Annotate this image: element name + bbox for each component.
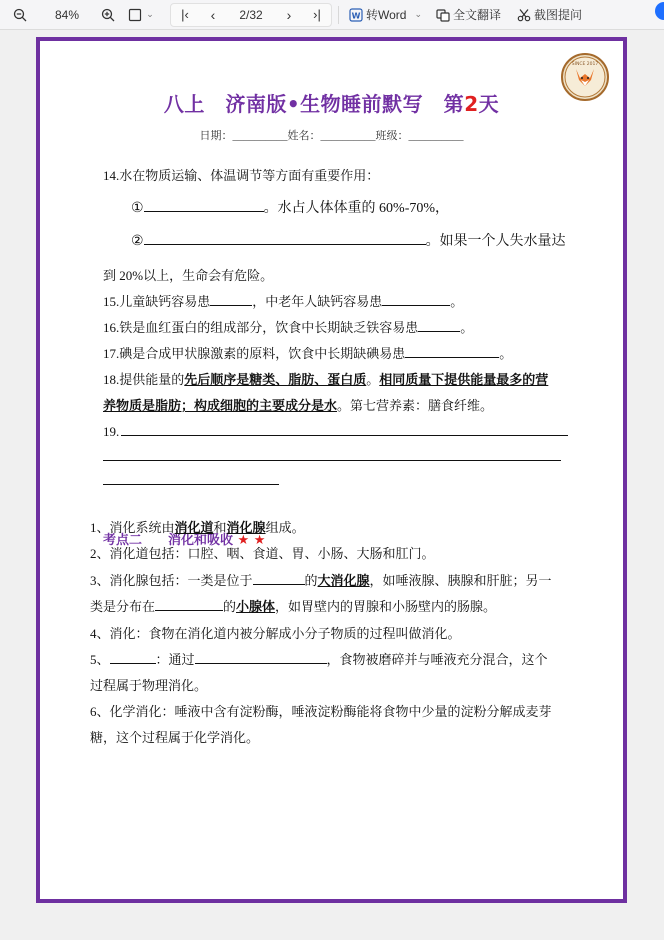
q18-line2: 养物质是脂肪；构成细胞的主要成分是水。第七营养素：膳食纤维。 <box>103 398 494 413</box>
prev-page-button[interactable]: ‹ <box>210 6 216 23</box>
section2-item5-line1: 5、 ：通过 ，食物被磨碎并与唾液充分混合，这个 <box>90 652 548 667</box>
zoom-level[interactable]: 84% <box>54 7 80 22</box>
first-page-button[interactable]: |‹ <box>181 7 189 22</box>
to-word-label: 转Word <box>366 8 407 22</box>
q16-line: 16.铁是血红蛋白的组成部分，饮食中长期缺乏铁容易患 。 <box>103 320 474 335</box>
info-line: 日期：__________姓名：__________班级：__________ <box>199 130 464 142</box>
page-indicator[interactable]: 2/32 <box>239 7 263 22</box>
section2-item6-line2: 糖，这个过程属于化学消化。 <box>90 730 260 745</box>
q17-line: 17.碘是合成甲状腺激素的原料，饮食中长期缺碘易患 。 <box>103 346 513 361</box>
viewer-toolbar <box>0 0 664 30</box>
section2-item6-line1: 6、化学消化：唾液中含有淀粉酶，唾液淀粉酶能将食物中少量的淀粉分解成麦芽 <box>90 704 552 719</box>
section2-item3-line2: 类是分布在 的小腺体，如胃壁内的胃腺和小肠壁内的肠腺。 <box>90 599 497 614</box>
blank <box>110 650 156 664</box>
fit-page-icon <box>128 8 142 22</box>
zoom-in-icon <box>101 8 115 22</box>
divider <box>338 6 339 24</box>
svg-text:SINCE 2017: SINCE 2017 <box>571 62 599 67</box>
translate-button[interactable] <box>436 4 501 26</box>
q14-line1: 14.水在物质运输、体温调节等方面有重要作用： <box>103 168 380 183</box>
q15-line: 15.儿童缺钙容易患 ，中老年人缺钙容易患 。 <box>103 294 464 309</box>
page-title: 八上 济南版•生物睡前默写 第2天 <box>163 92 500 116</box>
answer-line <box>103 460 561 461</box>
fit-page-button[interactable] <box>126 4 156 26</box>
q18-line1: 18.提供能量的先后顺序是糖类、脂肪、蛋白质。相同质量下提供能量最多的营 <box>103 372 549 387</box>
section-heading: 考点二 消化和吸收 ★ ★ <box>103 533 266 548</box>
screenshot-ask-label: 截图提问 <box>534 8 583 22</box>
screenshot-ask-button[interactable] <box>517 4 582 26</box>
section2-item1: 1、消化系统由消化道和消化腺组成。 <box>90 520 305 535</box>
next-page-button[interactable]: › <box>286 6 292 23</box>
blank <box>382 292 450 306</box>
last-page-button[interactable]: ›| <box>313 7 321 22</box>
blank <box>195 650 327 664</box>
document-page <box>36 37 627 903</box>
blank <box>405 344 499 358</box>
blank <box>253 571 305 585</box>
svg-text:W: W <box>351 11 361 20</box>
zoom-out-button[interactable] <box>10 4 30 26</box>
section2-item2: 2、消化道包括：口腔、咽、食道、胃、小肠、大肠和肛门。 <box>90 546 435 561</box>
blank <box>418 318 460 332</box>
word-icon <box>349 8 363 22</box>
to-word-button[interactable] <box>349 4 422 26</box>
q14-item2: ② 。如果一个人失水量达 <box>131 229 566 255</box>
blank <box>144 231 426 245</box>
blank <box>144 198 264 212</box>
translate-label: 全文翻译 <box>453 8 502 22</box>
q14-item1: ① 。水占人体体重的 60%-70%， <box>131 196 449 222</box>
page-navigation <box>170 3 332 27</box>
section2-item3-line1: 3、消化腺包括：一类是位于 的大消化腺，如唾液腺、胰腺和肝脏；另一 <box>90 573 552 588</box>
zoom-out-icon <box>13 8 27 22</box>
section2-item4: 4、消化：食物在消化道内被分解成小分子物质的过程叫做消化。 <box>90 626 461 641</box>
answer-line <box>121 435 568 436</box>
q19-number: 19. <box>103 424 120 439</box>
translate-icon <box>436 8 450 22</box>
answer-line <box>103 484 279 485</box>
blank <box>210 292 252 306</box>
chevron-down-icon: ⌄ <box>414 9 423 19</box>
scissors-icon <box>517 8 531 22</box>
chevron-down-icon: ⌄ <box>146 9 154 19</box>
zoom-in-button[interactable] <box>98 4 118 26</box>
star-rating: ★ ★ <box>237 533 266 548</box>
section2-item5-line2: 过程属于物理消化。 <box>90 678 208 693</box>
q14-line4: 到 20%以上，生命会有危险。 <box>103 268 274 283</box>
blank <box>155 597 223 611</box>
